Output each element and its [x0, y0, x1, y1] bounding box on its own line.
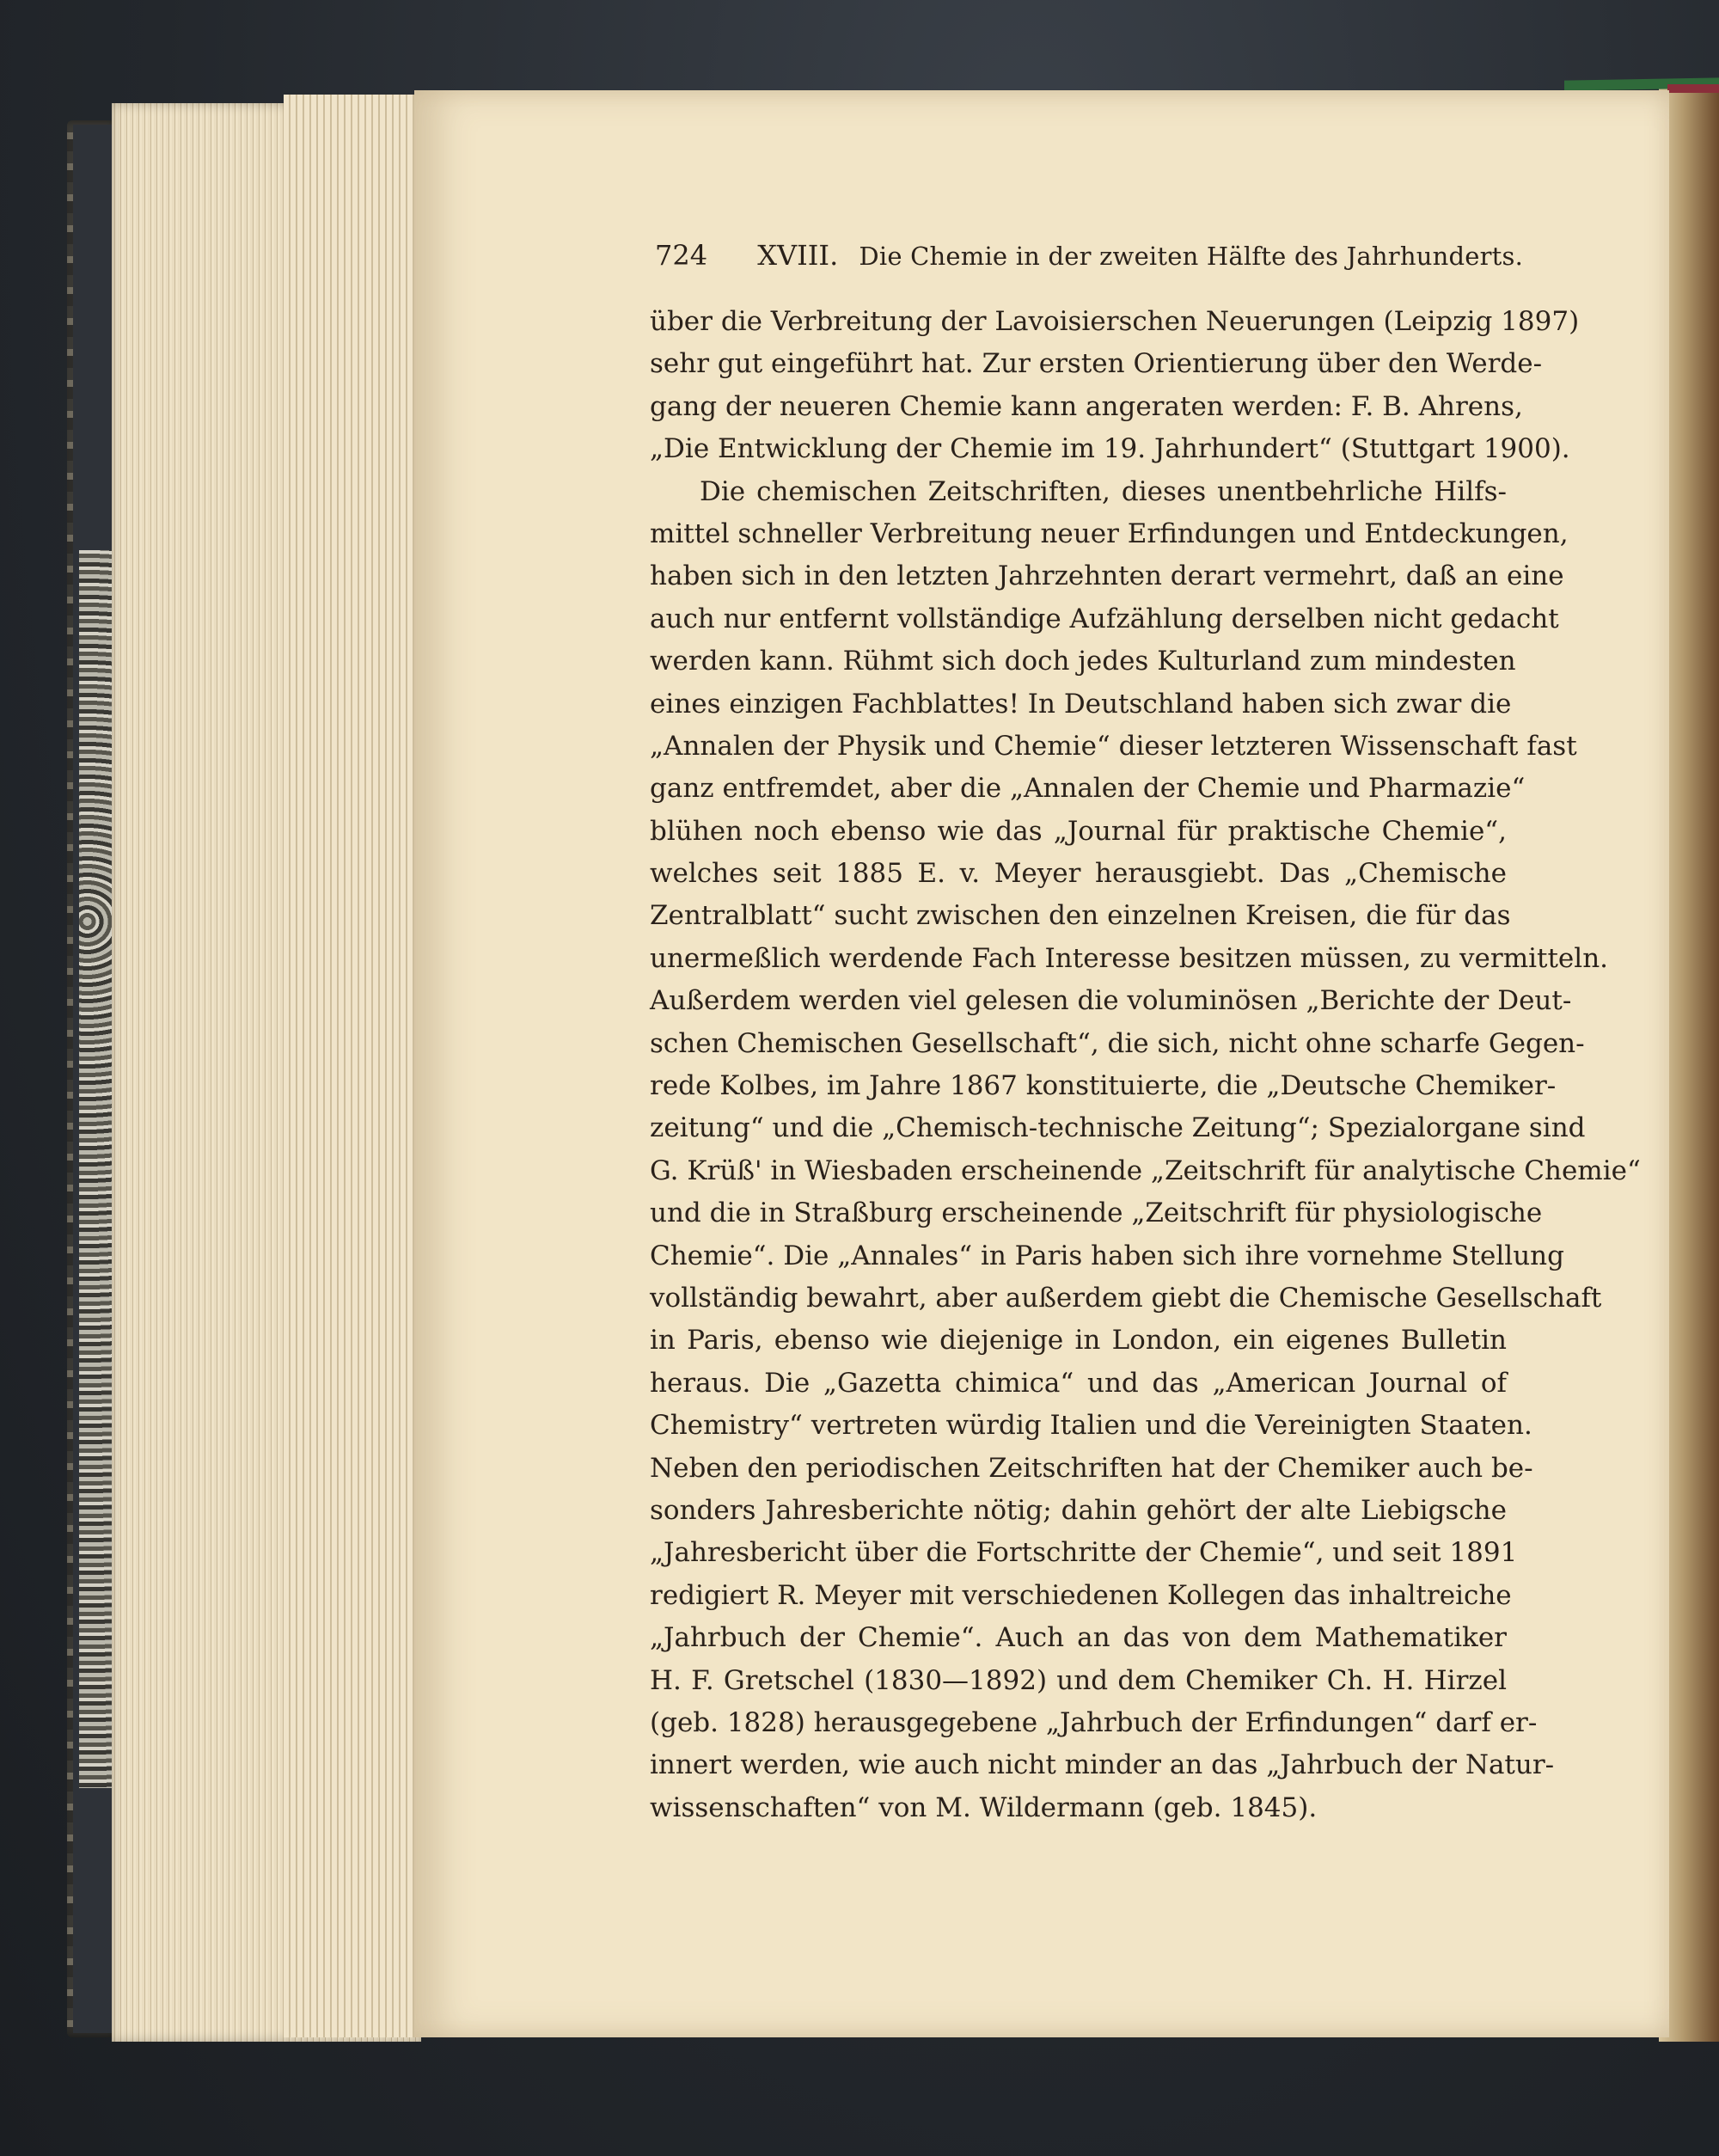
page-stack-inner	[284, 95, 421, 2037]
text-line: schen Chemischen Gesellschaft“, die sich, nicht ohne scharfe Gegen-	[650, 1027, 1585, 1059]
text-line: und die in Straßburg erscheinende „Zeitschrift für physiologische	[650, 1197, 1543, 1229]
text-line: H. F. Gretschel (1830—1892) und dem Chemiker Ch. H. Hirzel	[650, 1664, 1507, 1696]
text-line: Chemie“. Die „Annales“ in Paris haben sich ihre vornehme Stellung	[650, 1240, 1564, 1271]
text-line: welches seit 1885 E. v. Meyer herausgiebt. Das „Chemische	[650, 858, 1507, 890]
text-line: Chemistry“ vertreten würdig Italien und die Vereinigten Staaten.	[650, 1410, 1532, 1442]
text-line: Außerdem werden viel gelesen die voluminösen „Berichte der Deut-	[650, 985, 1572, 1017]
text-line: eines einzigen Fachblattes! In Deutschland haben sich zwar die	[650, 688, 1512, 720]
text-line: Zentralblatt“ sucht zwischen den einzelnen Kreisen, die für das	[650, 900, 1511, 932]
text-line: vollständig bewahrt, aber außerdem giebt die Chemische Gesellschaft	[650, 1282, 1602, 1314]
running-header	[655, 239, 1524, 272]
body-text	[650, 301, 1641, 1829]
text-line: sonders Jahresberichte nötig; dahin gehört der alte Liebigsche	[650, 1494, 1507, 1526]
text-line: gang der neueren Chemie kann angeraten werden: F. B. Ahrens,	[650, 390, 1523, 422]
chapter-number: XVIII.	[757, 239, 839, 272]
text-line: ganz entfremdet, aber die „Annalen der Chemie und Pharmazie“	[650, 773, 1526, 805]
text-line: heraus. Die „Gazetta chimica“ und das „American Journal of	[650, 1367, 1507, 1399]
text-line: (geb. 1828) herausgegebene „Jahrbuch der Erfindungen“ darf er-	[650, 1706, 1538, 1738]
bookmark-ribbon-red	[1667, 84, 1719, 93]
text-line: G. Krüß' in Wiesbaden erscheinende „Zeitschrift für analytische Chemie“	[650, 1155, 1641, 1186]
text-line: „Jahresbericht über die Fortschritte der Chemie“, und seit 1891	[650, 1537, 1518, 1569]
text-line: rede Kolbes, im Jahre 1867 konstituierte, die „Deutsche Chemiker-	[650, 1070, 1557, 1102]
text-line: in Paris, ebenso wie diejenige in London, ein eigenes Bulletin	[650, 1325, 1507, 1357]
text-line: mittel schneller Verbreitung neuer Erfindungen und Entdeckungen,	[650, 518, 1569, 549]
text-line: Neben den periodischen Zeitschriften hat der Chemiker auch be-	[650, 1452, 1533, 1484]
text-line: innert werden, wie auch nicht minder an das „Jahrbuch der Natur-	[650, 1749, 1555, 1781]
page-number: 724	[655, 239, 708, 272]
text-line: Die chemischen Zeitschriften, dieses unentbehrliche Hilfs-	[700, 475, 1507, 507]
text-line: blühen noch ebenso wie das „Journal für praktische Chemie“,	[650, 815, 1507, 847]
text-line: „Jahrbuch der Chemie“. Auch an das von dem Mathematiker	[650, 1622, 1507, 1654]
text-line: über die Verbreitung der Lavoisierschen Neuerungen (Leipzig 1897)	[650, 306, 1580, 337]
chapter-title: Die Chemie in der zweiten Hälfte des Jahrhunderts.	[859, 242, 1524, 271]
text-line: zeitung“ und die „Chemisch-technische Zeitung“; Spezialorgane sind	[650, 1112, 1586, 1144]
text-line: redigiert R. Meyer mit verschiedenen Kollegen das inhaltreiche	[650, 1579, 1512, 1611]
text-line: „Annalen der Physik und Chemie“ dieser letzteren Wissenschaft fast	[650, 730, 1577, 762]
text-line: sehr gut eingeführt hat. Zur ersten Orientierung über den Werde-	[650, 348, 1543, 380]
text-line: werden kann. Rühmt sich doch jedes Kulturland zum mindesten	[650, 646, 1516, 677]
text-line: auch nur entfernt vollständige Aufzählung derselben nicht gedacht	[650, 603, 1559, 634]
text-line: wissenschaften“ von M. Wildermann (geb. 1845).	[650, 1792, 1318, 1823]
text-line: haben sich in den letzten Jahrzehnten derart vermehrt, daß an eine	[650, 560, 1564, 592]
text-line: unermeßlich werdende Fach Interesse besitzen müssen, zu vermitteln.	[650, 942, 1609, 974]
text-line: „Die Entwicklung der Chemie im 19. Jahrhundert“ (Stuttgart 1900).	[650, 433, 1570, 465]
